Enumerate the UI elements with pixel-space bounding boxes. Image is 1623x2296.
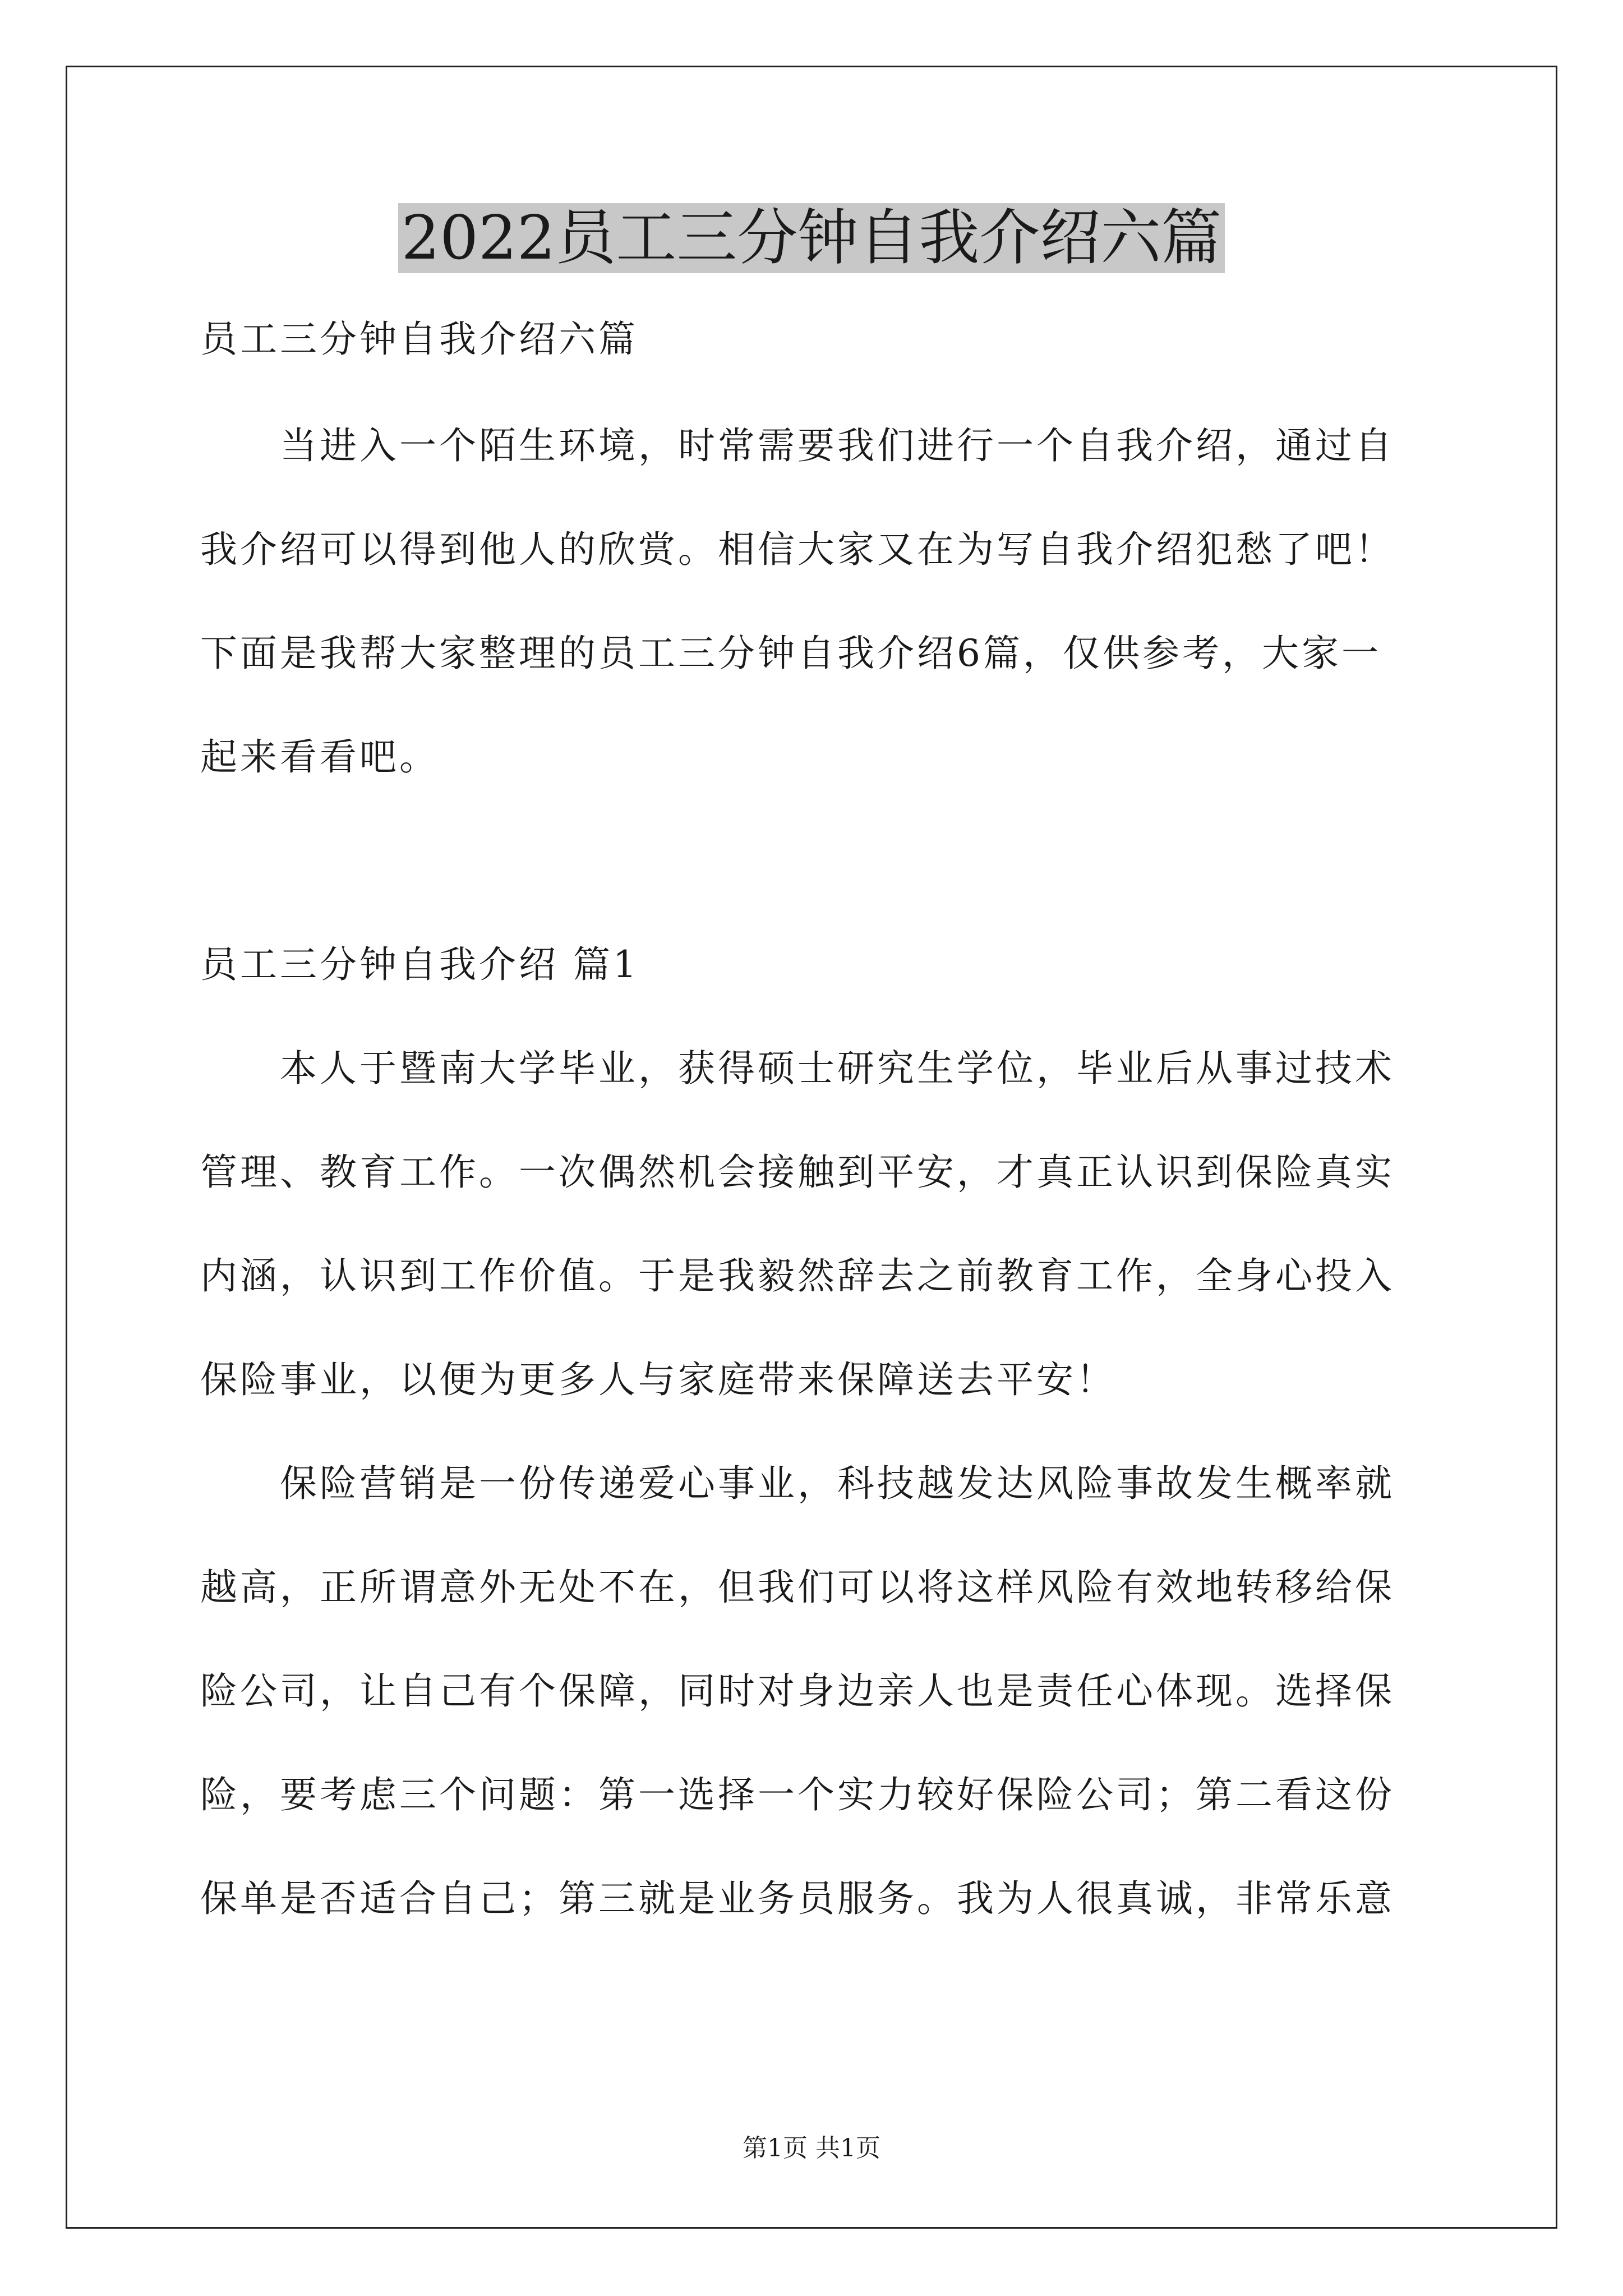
page-footer: 第1页 共1页 — [743, 2134, 880, 2162]
paragraph-line: 保险事业，以便为更多人与家庭带来保障送去平安！ — [200, 1358, 1116, 1401]
document-title-text: 2022员工三分钟自我介绍六篇 — [398, 203, 1225, 273]
document-heading: 员工三分钟自我介绍六篇 — [200, 318, 638, 361]
paragraph-line: 险，要考虑三个问题：第一选择一个实力较好保险公司；第二看这份 — [200, 1773, 1395, 1816]
paragraph-line: 保险营销是一份传递爱心事业，科技越发达风险事故发生概率就 — [280, 1462, 1395, 1505]
paragraph-line: 管理、教育工作。一次偶然机会接触到平安，才真正认识到保险真实 — [200, 1151, 1395, 1194]
intro-line: 下面是我帮大家整理的员工三分钟自我介绍6篇，仅供参考，大家一 — [200, 632, 1381, 675]
paragraph-line: 本人于暨南大学毕业，获得硕士研究生学位，毕业后从事过技术 — [280, 1047, 1395, 1090]
document-title — [0, 196, 1623, 280]
section-heading: 员工三分钟自我介绍 篇1 — [200, 943, 639, 986]
intro-line: 我介绍可以得到他人的欣赏。相信大家又在为写自我介绍犯愁了吧！ — [200, 528, 1395, 571]
paragraph-line: 内涵，认识到工作价值。于是我毅然辞去之前教育工作，全身心投入 — [200, 1254, 1395, 1297]
intro-line: 起来看看吧。 — [200, 735, 439, 779]
intro-line: 当进入一个陌生环境，时常需要我们进行一个自我介绍，通过自 — [280, 424, 1395, 467]
paragraph-line: 保单是否适合自己；第三就是业务员服务。我为人很真诚，非常乐意 — [200, 1877, 1395, 1920]
paragraph-line: 险公司，让自己有个保障，同时对身边亲人也是责任心体现。选择保 — [200, 1669, 1395, 1713]
paragraph-line: 越高，正所谓意外无处不在，但我们可以将这样风险有效地转移给保 — [200, 1566, 1395, 1609]
